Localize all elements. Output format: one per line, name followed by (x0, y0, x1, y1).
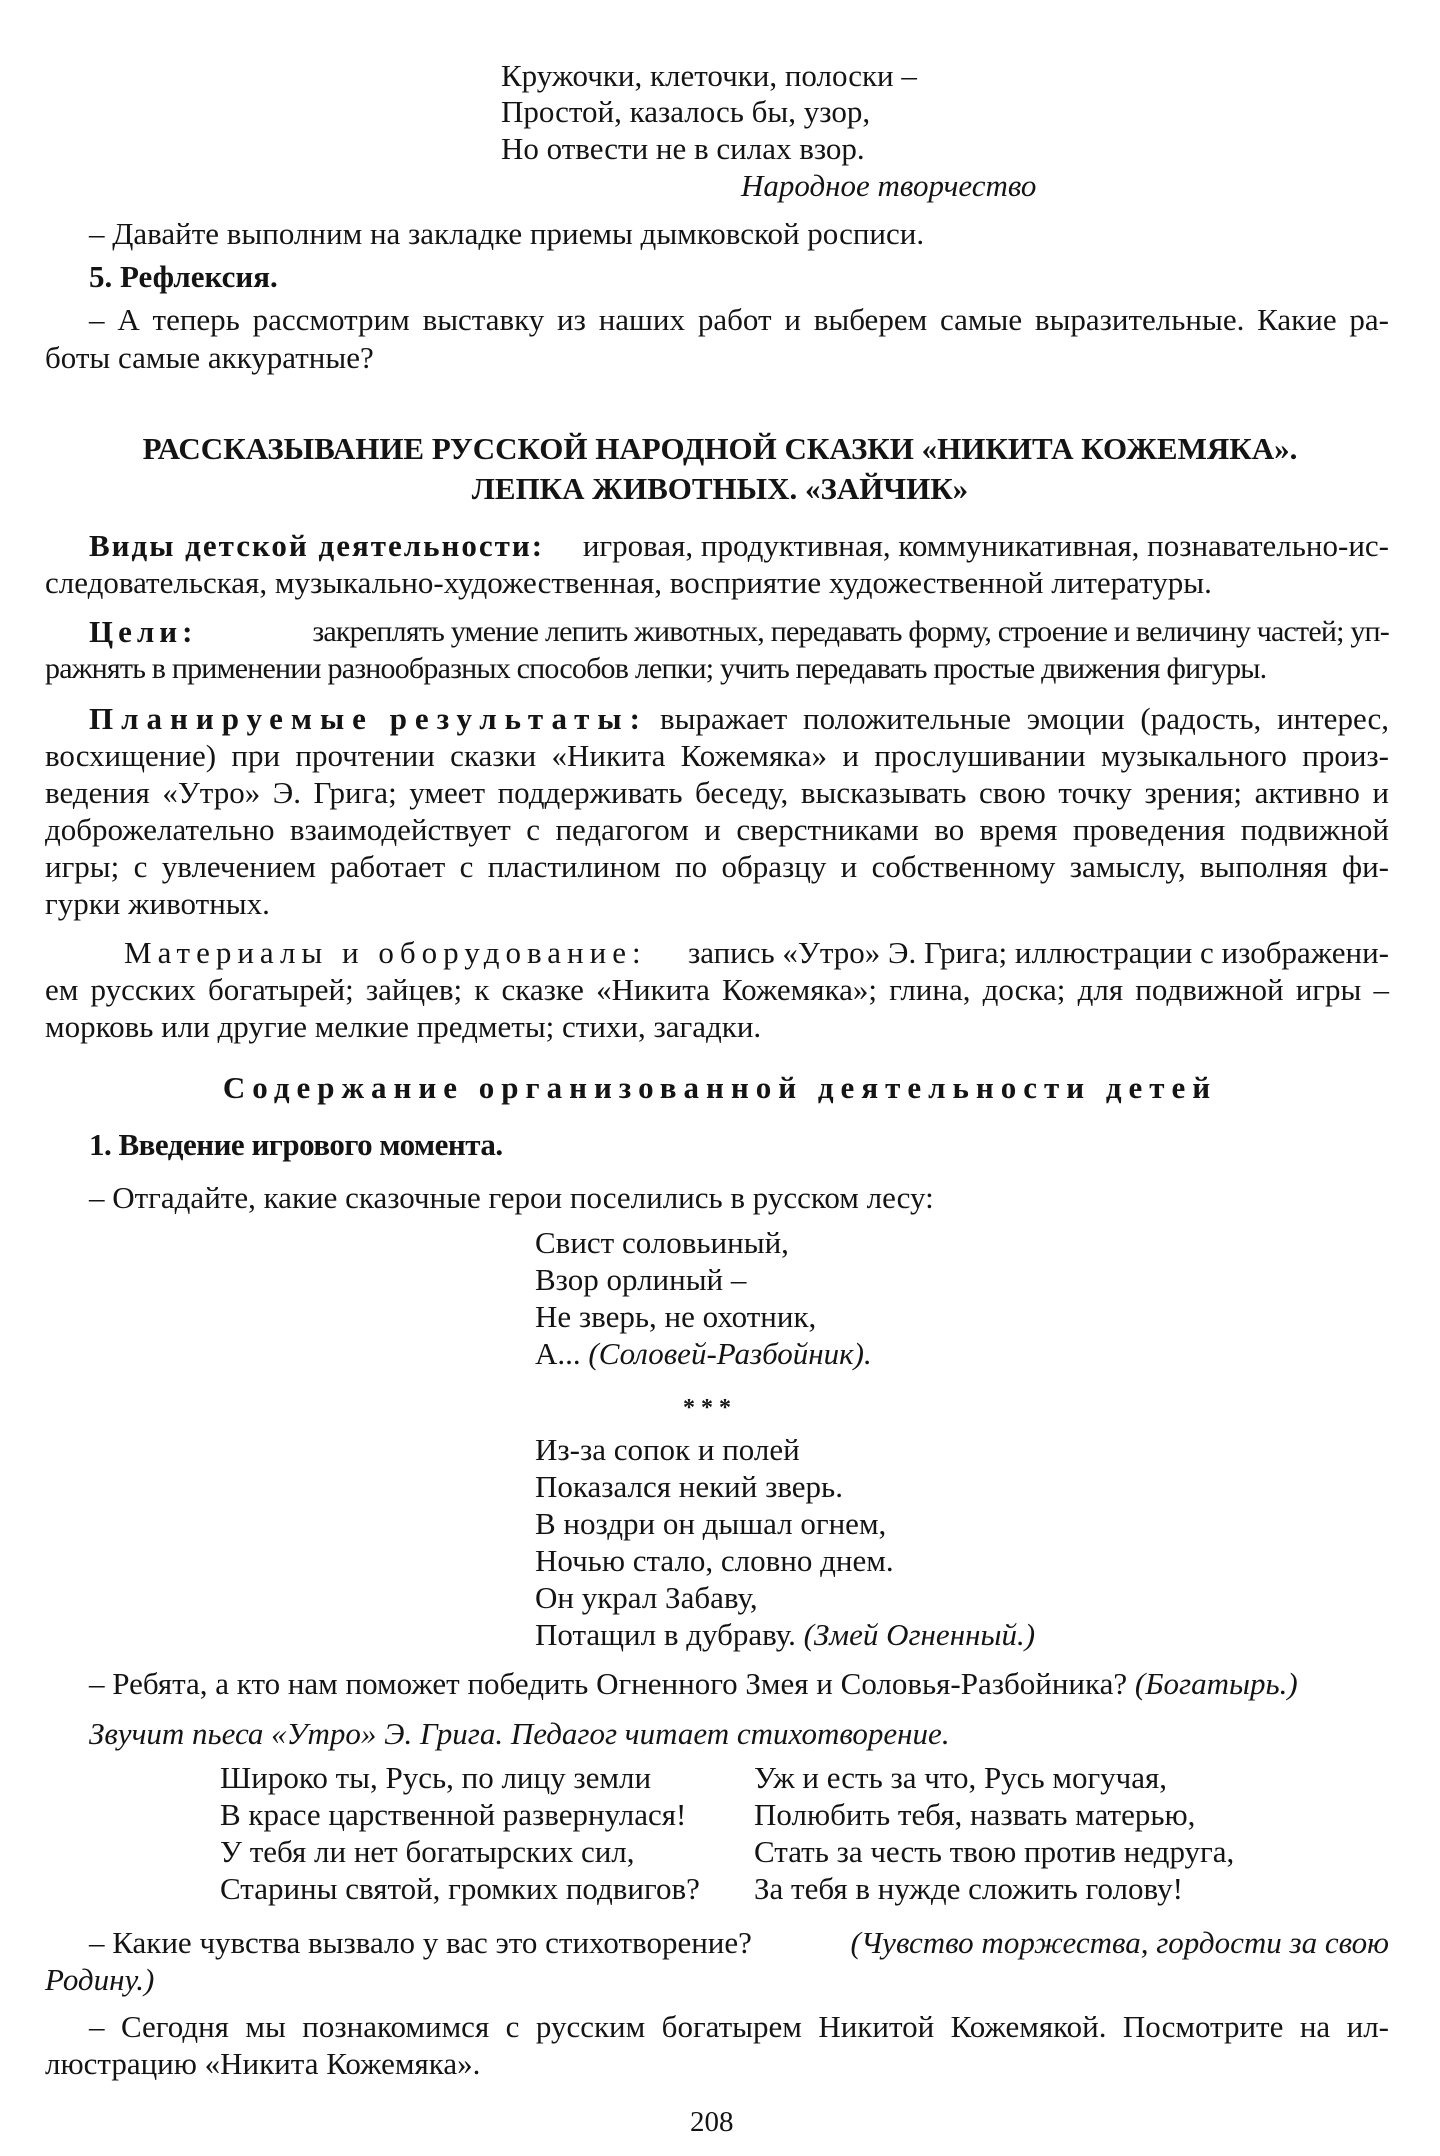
stars-separator: * * * (683, 1395, 731, 1421)
question-hero-answer: (Богатырь.) (1134, 1666, 1298, 1701)
goals-label: Цели: (89, 614, 198, 649)
question-hero-text: – Ребята, а кто нам поможет победить Огненного Змея и Соловья-Разбойника? (89, 1666, 1128, 1701)
question-hero (89, 1666, 1298, 1702)
riddle-1-answer: (Соловей-Разбойник). (588, 1336, 872, 1371)
poem-left-line-3: У тебя ли нет богатырских сил, (220, 1834, 635, 1869)
intro-line: – Давайте выполним на закладке приемы дымковской росписи. (89, 216, 925, 251)
riddle-2-line-5: Он украл Забаву, (535, 1580, 758, 1615)
riddle-2-answer: (Змей Огненный.) (803, 1617, 1036, 1652)
question-feel-line-2: Родину.) (45, 1962, 155, 1997)
question-feel-line-1 (89, 1925, 1389, 1961)
content-title: Содержание организованной деятельности детей (222, 1070, 1218, 1105)
riddle-intro: – Отгадайте, какие сказочные герои поселились в русском лесу: (89, 1180, 934, 1215)
poem-top-attribution: Народное творчество (741, 168, 1037, 203)
section-5-line-1: – А теперь рассмотрим выставку из наших работ и выберем самые выразительные. Какие ра- (89, 302, 1389, 337)
results-label: Планируемые результаты: (89, 701, 648, 736)
types-line-1 (89, 528, 1389, 564)
types-text-1: игровая, продуктивная, коммуникативная, познавательно-ис- (582, 528, 1389, 563)
page-number: 208 (690, 2106, 734, 2138)
riddle-1-last: А... (535, 1336, 581, 1371)
goals-line-2: ражнять в применении разнообразных способов лепки; учить передавать простые движения фигуры. (45, 652, 1267, 685)
riddle-1-line-4 (535, 1336, 872, 1372)
results-line-1 (89, 701, 1389, 737)
section-5-title: 5. Рефлексия. (89, 259, 278, 294)
results-text-1: выражает положительные эмоции (радость, интерес, (660, 701, 1389, 736)
poem-top-line-3: Но отвести не в силах взор. (501, 131, 865, 166)
lesson-heading-line-1: РАССКАЗЫВАНИЕ РУССКОЙ НАРОДНОЙ СКАЗКИ «НИКИТА КОЖЕМЯКА». (142, 431, 1298, 466)
poem-left-line-1: Широко ты, Русь, по лицу земли (220, 1760, 652, 1795)
results-line-2: восхищение) при прочтении сказки «Никита Кожемяка» и прослушивании музыкального произ- (45, 738, 1389, 773)
section-5-line-2: боты самые аккуратные? (45, 340, 374, 375)
materials-line-3: морковь или другие мелкие предметы; стихи, загадки. (45, 1009, 762, 1044)
lesson-heading-line-2: ЛЕПКА ЖИВОТНЫХ. «ЗАЙЧИК» (471, 471, 969, 506)
step-1-title: 1. Введение игрового момента. (89, 1127, 503, 1162)
results-line-6: гурки животных. (45, 886, 270, 921)
goals-line-1 (89, 614, 1389, 650)
riddle-2-line-3: В ноздри он дышал огнем, (535, 1506, 887, 1541)
poem-right-line-4: За тебя в нужде сложить голову! (754, 1871, 1183, 1906)
materials-label: Материалы и оборудование: (124, 935, 647, 970)
riddle-2-line-1: Из-за сопок и полей (535, 1432, 800, 1467)
meet-line-2: люстрацию «Никита Кожемяка». (45, 2046, 481, 2081)
riddle-1-line-3: Не зверь, не охотник, (535, 1299, 817, 1334)
materials-line-2: ем русских богатырей; зайцев; к сказке «Никита Кожемяка»; глина, доска; для подвижной игры – (45, 972, 1389, 1007)
goals-text-1: закреплять умение лепить животных, передавать форму, строение и величину частей; уп- (312, 615, 1389, 648)
results-line-3: ведения «Утро» Э. Грига; умеет поддерживать беседу, высказывать свою точку зрения; активно и (45, 775, 1389, 810)
riddle-1-line-1: Свист соловьиный, (535, 1225, 789, 1260)
poem-right-line-3: Стать за честь твою против недруга, (754, 1834, 1235, 1869)
question-feel-text: – Какие чувства вызвало у вас это стихотворение? (89, 1925, 752, 1960)
materials-text-1: запись «Утро» Э. Грига; иллюстрации с изображени- (687, 935, 1389, 970)
stage-note: Звучит пьеса «Утро» Э. Грига. Педагог читает стихотворение. (89, 1716, 950, 1751)
question-feel-answer-1: (Чувство торжества, гордости за свою (850, 1925, 1389, 1960)
results-line-5: игры; с увлечением работает с пластилином по образцу и собственному замыслу, выполняя фи- (45, 849, 1389, 884)
types-line-2: следовательская, музыкально-художественная, восприятие художественной литературы. (45, 565, 1212, 600)
materials-line-1 (124, 935, 1389, 971)
poem-right-line-1: Уж и есть за что, Русь могучая, (754, 1760, 1168, 1795)
riddle-2-line-6 (535, 1617, 1035, 1653)
riddle-2-last: Потащил в дубраву. (535, 1617, 796, 1652)
riddle-2-line-2: Показался некий зверь. (535, 1469, 843, 1504)
poem-top-line-2: Простой, казалось бы, узор, (501, 94, 871, 129)
poem-top-line-1: Кружочки, клеточки, полоски – (501, 58, 917, 93)
poem-left-line-2: В красе царственной развернулася! (220, 1797, 687, 1832)
riddle-2-line-4: Ночью стало, словно днем. (535, 1543, 894, 1578)
poem-right-line-2: Полюбить тебя, назвать матерью, (754, 1797, 1196, 1832)
meet-line-1: – Сегодня мы познакомимся с русским богатырем Никитой Кожемякой. Посмотрите на ил- (89, 2009, 1389, 2044)
types-label: Виды детской деятельности: (89, 528, 545, 563)
poem-left-line-4: Старины святой, громких подвигов? (220, 1871, 700, 1906)
riddle-1-line-2: Взор орлиный – (535, 1262, 747, 1297)
results-line-4: доброжелательно взаимодействует с педагогом и сверстниками во время проведения подвижной (45, 812, 1389, 847)
